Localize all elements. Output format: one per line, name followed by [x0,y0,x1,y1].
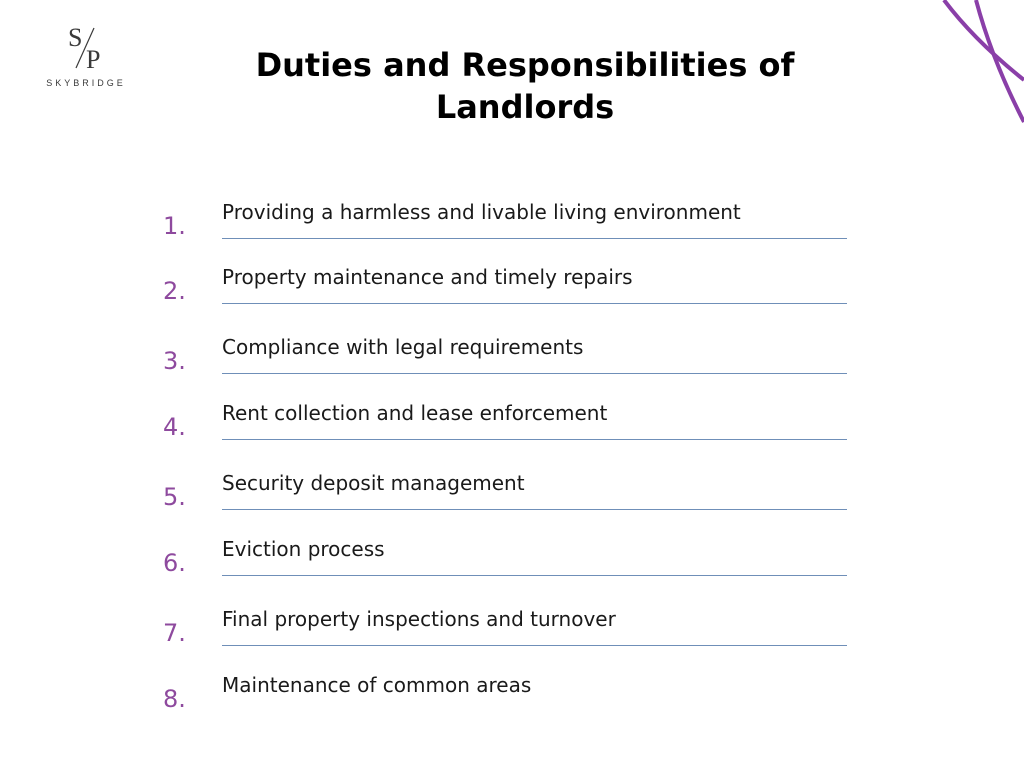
brand-name: SKYBRIDGE [46,78,126,88]
item-number: 4. [163,413,186,441]
monogram-letter-right: P [86,45,101,72]
divider [222,373,847,374]
page-title: Duties and Responsibilities of Landlords [255,46,795,126]
decorative-swoosh-icon [934,0,1024,130]
item-label: Compliance with legal requirements [222,335,584,359]
item-number: 7. [163,619,186,647]
list-item [163,469,847,509]
item-label: Providing a harmless and livable living environment [222,200,741,224]
divider [222,575,847,576]
item-label: Maintenance of common areas [222,673,532,697]
item-number: 1. [163,212,186,240]
divider [222,645,847,646]
item-label: Eviction process [222,537,385,561]
item-number: 5. [163,483,186,511]
brand-logo [40,24,132,88]
monogram-letter-left: S [68,24,83,52]
list-item [163,263,847,303]
item-label: Security deposit management [222,471,525,495]
item-label: Final property inspections and turnover [222,607,616,631]
list-item [163,605,847,645]
list-item [163,671,847,711]
item-number: 2. [163,277,186,305]
item-number: 6. [163,549,186,577]
list-item [163,198,847,238]
item-number: 8. [163,685,186,713]
divider [222,303,847,304]
swoosh-stroke-outer [944,0,1024,80]
list-item [163,399,847,439]
divider [222,238,847,239]
list-item [163,535,847,575]
list-item [163,333,847,373]
monogram-mark [64,24,108,72]
item-label: Property maintenance and timely repairs [222,265,633,289]
divider [222,439,847,440]
item-number: 3. [163,347,186,375]
divider [222,509,847,510]
item-label: Rent collection and lease enforcement [222,401,608,425]
